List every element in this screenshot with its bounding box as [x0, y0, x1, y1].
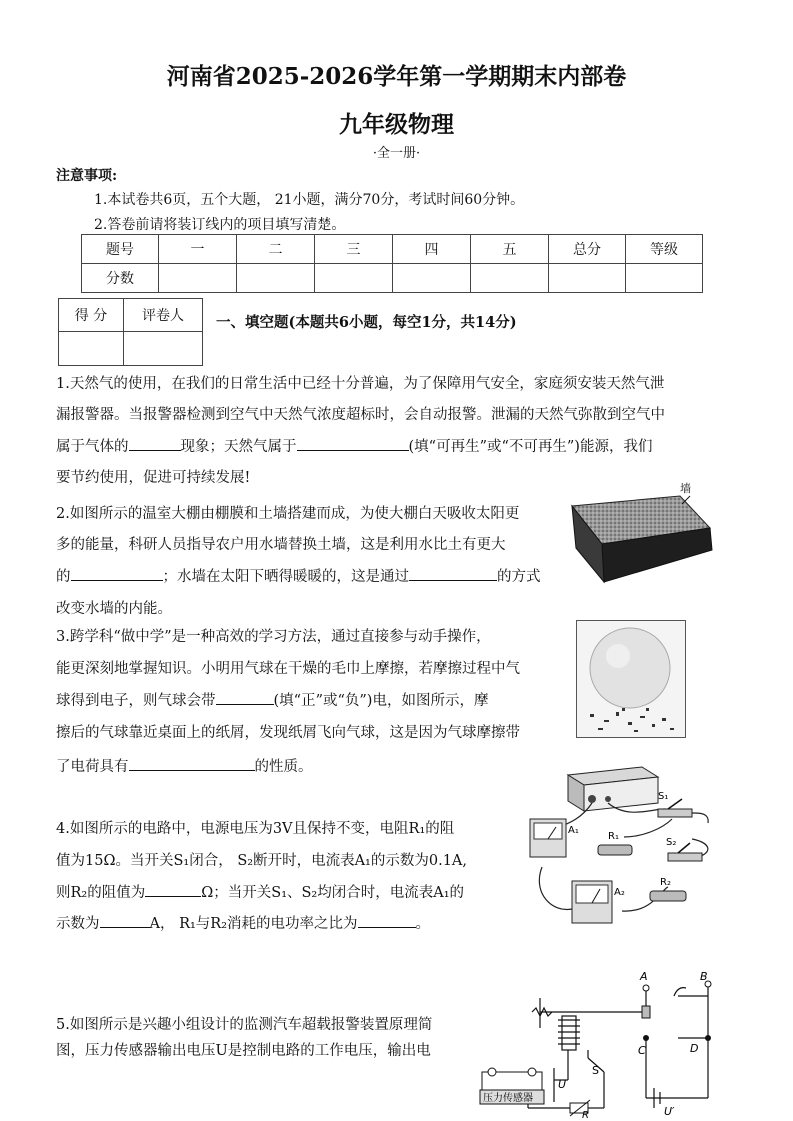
table-cell: 二: [237, 235, 315, 264]
score-table: [81, 234, 703, 293]
q2-text: 的: [56, 569, 71, 585]
q2-line-2: 多的能量，科研人员指导农户用水墙替换土墙，这是利用水比土有更大: [56, 537, 506, 553]
table-cell: 一: [159, 235, 237, 264]
answer-blank[interactable]: [71, 564, 163, 581]
answer-blank[interactable]: [145, 880, 201, 897]
q3-line-3: [56, 686, 488, 717]
alarm-circuit-figure: [478, 968, 730, 1118]
q1-text: 现象；天然气属于: [180, 439, 297, 455]
note-item-1: 1.本试卷共6页，五个大题， 21小题，满分70分，考试时间60分钟。: [94, 192, 525, 208]
page-scope: ·全一册·: [372, 146, 421, 161]
answer-blank[interactable]: [409, 564, 497, 581]
q3-line-1: 3.跨学科“做中学”是一种高效的学习方法，通过直接参与动手操作，: [56, 629, 491, 645]
circuit-figure: [512, 763, 724, 935]
score-input-cell[interactable]: [315, 264, 393, 293]
score-input-cell[interactable]: [471, 264, 549, 293]
q4-text: Ω；当开关S₁、S₂均闭合时，电流表A₁的: [201, 885, 465, 901]
table-cell: 四: [393, 235, 471, 264]
answer-blank[interactable]: [297, 434, 409, 451]
score-input-cell[interactable]: [393, 264, 471, 293]
answer-blank[interactable]: [100, 911, 150, 928]
contact-d-label: D: [690, 1042, 699, 1055]
page-subtitle: 九年级物理: [339, 111, 454, 138]
q1-line-1: 1.天然气的使用，在我们的日常生活中已经十分普遍，为了保障用气安全，家庭须安装天然气泄: [56, 376, 665, 392]
answer-blank[interactable]: [129, 754, 255, 771]
q2-text: 的方式: [497, 569, 541, 585]
q1-line-4: 要节约使用，促进可持续发展!: [56, 470, 251, 486]
q2-text: ；水墙在太阳下晒得暖暖的，这是通过: [162, 569, 409, 585]
q4-line-4: [56, 909, 430, 940]
battery-u-prime-label: U′: [664, 1105, 675, 1118]
answer-blank[interactable]: [358, 911, 416, 928]
wall-label: 墙: [680, 482, 691, 495]
q3-text: 球得到电子，则气球会带: [56, 693, 216, 709]
q2-line-4: 改变水墙的内能。: [56, 601, 172, 617]
q1-text: (填“可再生”或“不可再生”)能源，我们: [408, 439, 653, 455]
q3-text: 的性质。: [254, 759, 313, 775]
switch-s1-label: S₁: [658, 791, 669, 802]
grader-score-cell[interactable]: [59, 332, 124, 366]
note-item-2: 2.答卷前请将装订线内的项目填写清楚。: [94, 217, 346, 233]
score-input-cell[interactable]: [159, 264, 237, 293]
q5-line-1: 5.如图所示是兴趣小组设计的监测汽车超载报警装置原理简: [56, 1017, 433, 1033]
q4-line-3: [56, 878, 464, 909]
switch-s2-label: S₂: [666, 837, 677, 848]
grader-name-cell[interactable]: [124, 332, 203, 366]
page-title: 河南省2025-2026学年第一学期期末内部卷: [166, 63, 627, 90]
q5-line-2: 图，压力传感器输出电压U是控制电路的工作电压，输出电: [56, 1043, 431, 1059]
q1-line-3: [56, 432, 652, 463]
table-cell: 五: [471, 235, 549, 264]
notes-heading: 注意事项:: [56, 168, 118, 184]
score-table-score-row: [82, 264, 703, 293]
answer-blank[interactable]: [129, 434, 181, 451]
answer-blank[interactable]: [216, 688, 274, 705]
table-cell: 三: [315, 235, 393, 264]
q4-text: 示数为: [56, 916, 100, 932]
grader-score-label: 得 分: [59, 299, 124, 332]
score-input-cell[interactable]: [237, 264, 315, 293]
resistor-r-label: R: [582, 1110, 589, 1118]
q3-text: 了电荷具有: [56, 759, 129, 775]
table-cell: 分数: [82, 264, 159, 293]
switch-s-label: S: [592, 1064, 599, 1077]
contact-b-label: B: [700, 970, 708, 983]
greenhouse-figure: [570, 478, 718, 588]
resistor-r1-label: R₁: [608, 831, 619, 842]
q3-text: (填“正”或“负”)电，如图所示，摩: [273, 693, 489, 709]
sensor-label: 压力传感器: [483, 1093, 533, 1104]
q4-line-1: 4.如图所示的电路中，电源电压为3V且保持不变，电阻R₁的阻: [56, 821, 455, 837]
table-cell: 总分: [549, 235, 626, 264]
ammeter-a1-label: A₁: [568, 825, 579, 836]
q4-text: 则R₂的阻值为: [56, 885, 146, 901]
q1-text: 属于气体的: [56, 439, 129, 455]
q2-line-3: [56, 562, 541, 593]
q4-text: A， R₁与R₂消耗的电功率之比为: [149, 916, 358, 932]
q3-line-5: [56, 752, 313, 783]
score-input-cell[interactable]: [549, 264, 626, 293]
contact-a-label: A: [640, 970, 648, 983]
score-input-cell[interactable]: [626, 264, 703, 293]
q2-line-1: 2.如图所示的温室大棚由棚膜和土墙搭建而成，为使大棚白天吸收太阳更: [56, 506, 520, 522]
grader-name-label: 评卷人: [124, 299, 203, 332]
q3-line-2: 能更深刻地掌握知识。小明用气球在干燥的毛巾上摩擦，若摩擦过程中气: [56, 661, 520, 677]
grader-box: [58, 298, 203, 366]
voltage-u-label: U: [558, 1078, 567, 1091]
ammeter-a2-label: A₂: [614, 887, 625, 898]
q4-text: 。: [415, 916, 431, 932]
q1-line-2: 漏报警器。当报警器检测到空气中天然气浓度超标时，会自动报警。泄漏的天然气弥散到空气中: [56, 407, 665, 423]
q4-line-2: 值为15Ω。当开关S₁闭合， S₂断开时，电流表A₁的示数为0.1A,: [56, 853, 467, 869]
table-cell: 题号: [82, 235, 159, 264]
section-title: 一、填空题(本题共6小题，每空1分，共14分): [216, 314, 517, 331]
table-cell: 等级: [626, 235, 703, 264]
q3-line-4: 擦后的气球靠近桌面上的纸屑，发现纸屑飞向气球，这是因为气球摩擦带: [56, 725, 520, 741]
score-table-header-row: [82, 235, 703, 264]
resistor-r2-label: R₂: [660, 877, 671, 888]
balloon-figure: [576, 620, 686, 738]
contact-c-label: C: [638, 1044, 646, 1057]
